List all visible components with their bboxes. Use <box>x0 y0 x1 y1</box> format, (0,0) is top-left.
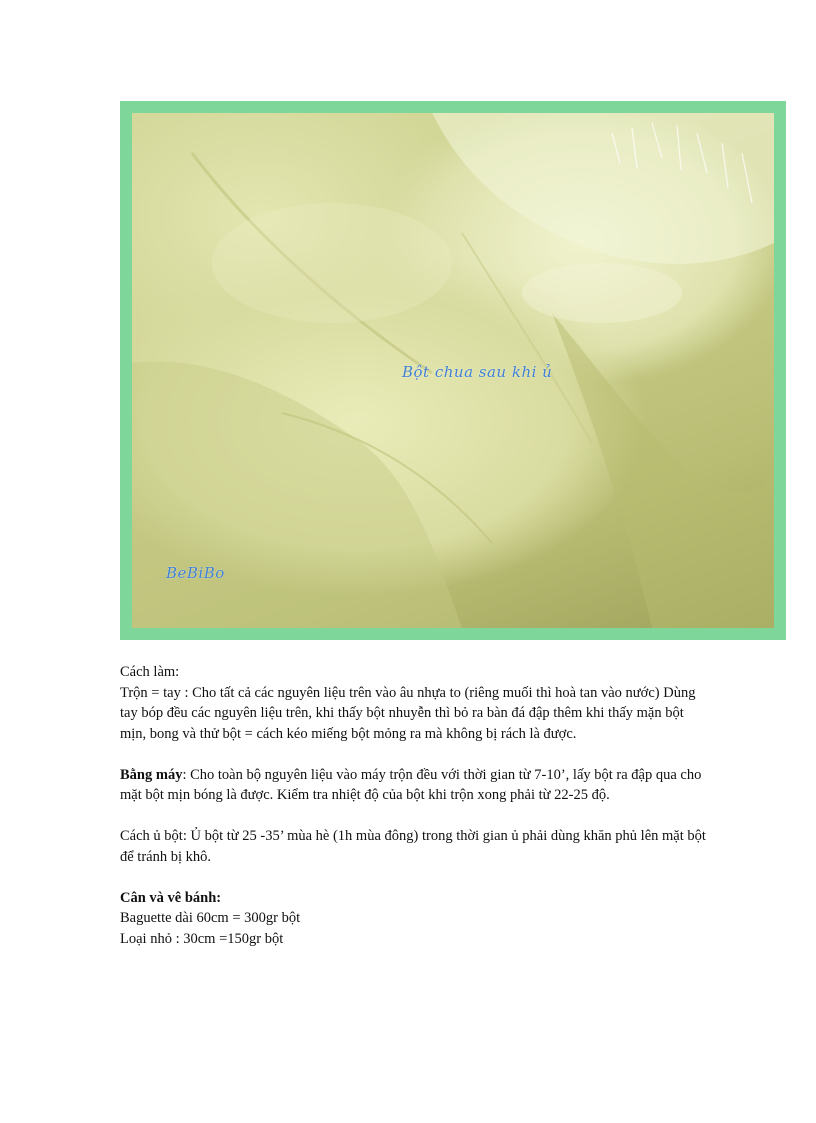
machine-text: : Cho toàn bộ nguyên liệu vào máy trộn đều với thời gian từ 7-10’, lấy bột ra đập qua cho mặt bột mịn bóng là được. Kiểm tra nhiệt độ của bột khi trộn xong phải từ 22-25 độ. <box>120 766 702 803</box>
proof-paragraph: Cách ủ bột: Ủ bột từ 25 -35’ mùa hè (1h mùa đông) trong thời gian ủ phải dùng khăn phủ lên mặt bột để tránh bị khô. <box>120 828 706 865</box>
photo-frame <box>120 101 786 640</box>
spacer <box>120 867 710 888</box>
watermark-center: Bột chua sau khi ủ <box>402 363 553 381</box>
method-heading: Cách làm: <box>120 664 180 680</box>
spacer <box>120 744 710 765</box>
recipe-text <box>120 662 710 949</box>
machine-label: Bằng máy <box>120 766 183 783</box>
hand-mix-paragraph: Trộn = tay : Cho tất cả các nguyên liệu trên vào âu nhựa to (riêng muối thì hoà tan vào nước) Dùng tay bóp đều các nguyên liệu trên, khi thấy bột nhuyễn thì bỏ ra bàn đá đập thêm khi thấy mặn bột mịn, bong và thử bột = cách kéo miếng bột mỏng ra mà không bị rách là được. <box>120 684 696 742</box>
watermark-corner: BeBiBo <box>166 564 225 582</box>
shaping-heading: Cân và vê bánh: <box>120 889 222 906</box>
dough-photo <box>132 113 774 628</box>
shaping-line: Loại nhỏ : 30cm =150gr bột <box>120 930 284 947</box>
spacer <box>120 806 710 827</box>
machine-paragraph <box>120 765 710 806</box>
shaping-line: Baguette dài 60cm = 300gr bột <box>120 910 301 926</box>
